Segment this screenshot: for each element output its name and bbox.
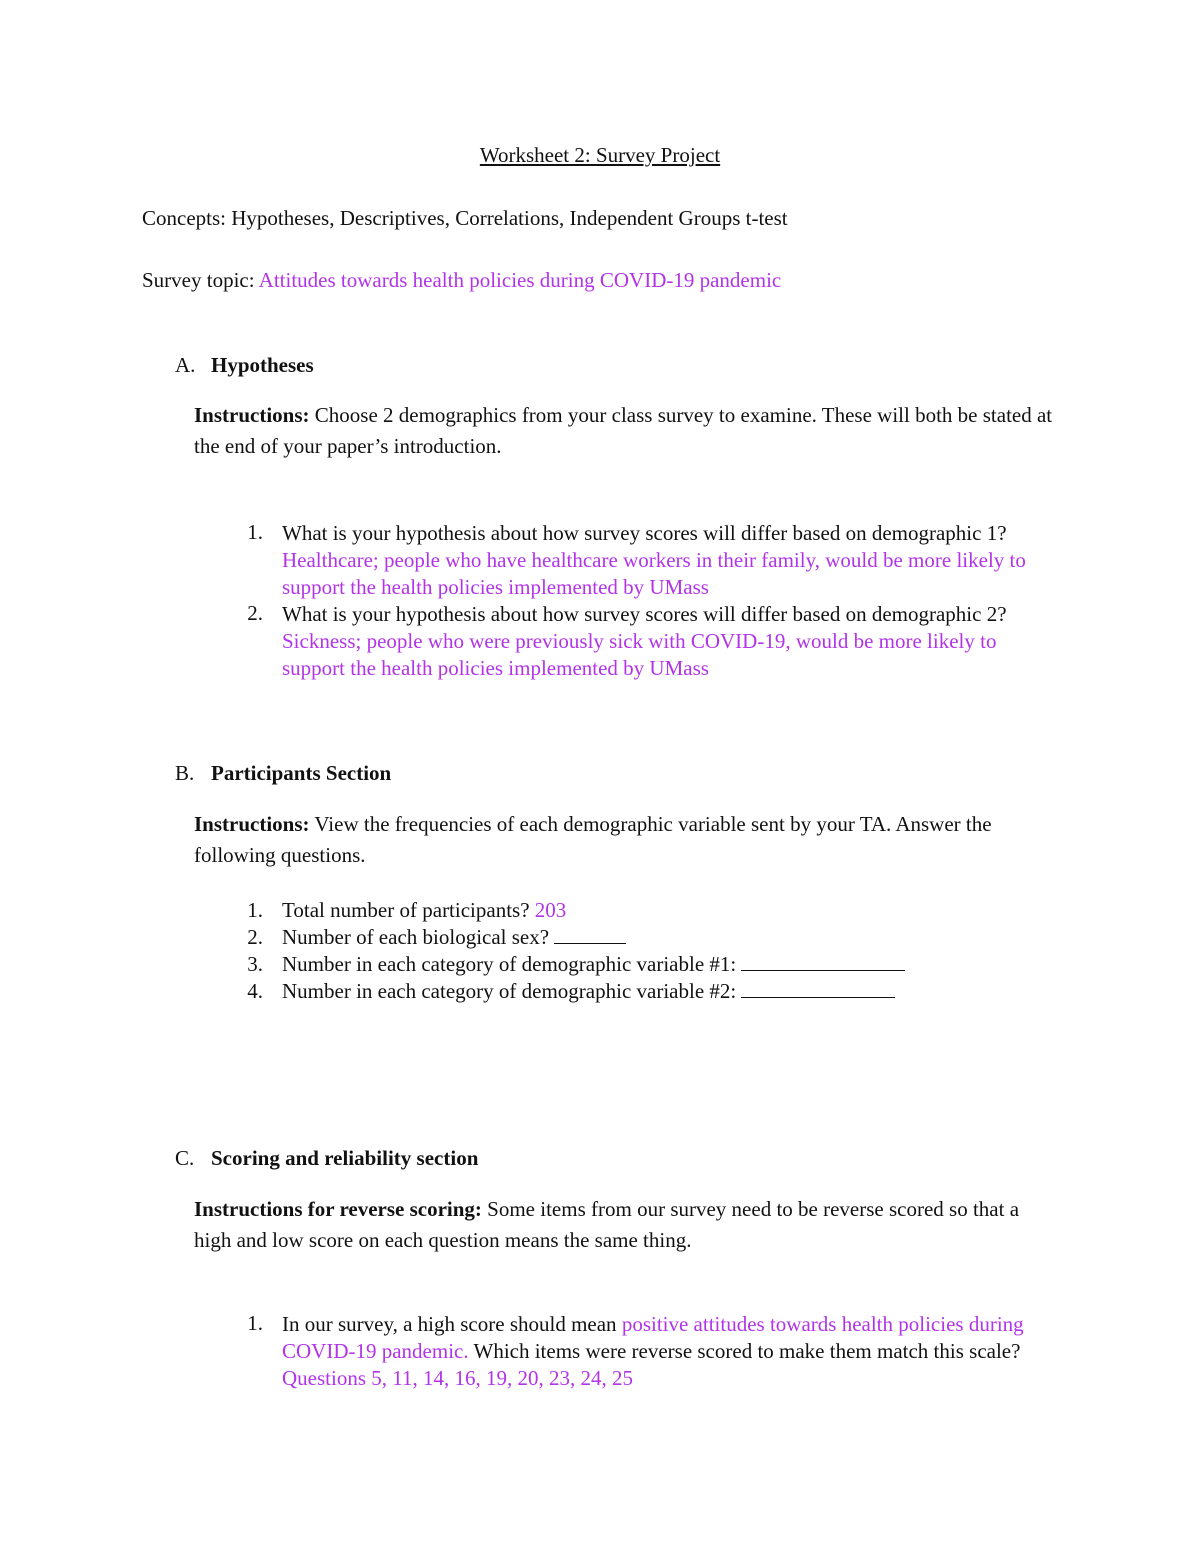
question-text: In our survey, a high score should mean [282, 1312, 622, 1336]
list-item [282, 520, 1062, 601]
instructions-text: View the frequencies of each demographic variable sent by your TA. Answer the following questions. [194, 812, 992, 867]
list-number: 3. [247, 952, 263, 976]
list-number: 2. [247, 601, 263, 625]
section-b-instructions [194, 809, 1074, 871]
question-text: Total number of participants? [282, 898, 535, 922]
section-c-instructions [194, 1194, 1054, 1256]
answer-blank [741, 979, 895, 998]
survey-topic-value: Attitudes towards health policies during COVID-19 pandemic [258, 268, 782, 292]
question-text: What is your hypothesis about how survey scores will differ based on demographic 2? [282, 602, 1007, 626]
section-a-marker: A. [175, 353, 196, 377]
instructions-label: Instructions: [194, 403, 310, 427]
instructions-label: Instructions for reverse scoring: [194, 1197, 482, 1221]
section-c-heading: Scoring and reliability section [211, 1146, 479, 1170]
list-item [282, 979, 895, 1004]
answer-text: Healthcare; people who have healthcare workers in their family, would be more likely to support the health policies implemented by UMass [282, 548, 1026, 599]
question-text: Which items were reverse scored to make them match this scale? [468, 1339, 1021, 1363]
survey-topic-label: Survey topic: [142, 268, 259, 292]
page-title: Worksheet 2: Survey Project [479, 143, 721, 167]
instructions-text: Choose 2 demographics from your class survey to examine. These will both be stated at the end of your paper’s introduction. [194, 403, 1053, 458]
answer-text: 203 [534, 898, 567, 922]
answer-text: Sickness; people who were previously sick with COVID-19, would be more likely to support the health policies implemented by UMass [282, 629, 997, 680]
section-b-heading: Participants Section [211, 761, 392, 785]
section-c-marker: C. [175, 1146, 195, 1170]
list-number: 1. [247, 1311, 263, 1335]
list-item [282, 601, 1042, 682]
section-b-marker: B. [175, 761, 195, 785]
answer-blank [741, 952, 905, 971]
answer-highlight: positive attitudes towards health policies during COVID-19 pandemic. [282, 1312, 1024, 1363]
question-text: Number of each biological sex? [282, 925, 555, 949]
answer-blank [554, 925, 626, 944]
question-text: Number in each category of demographic variable #2: [282, 979, 742, 1003]
list-number: 4. [247, 979, 263, 1003]
list-number: 2. [247, 925, 263, 949]
answer-text: Questions 5, 11, 14, 16, 19, 20, 23, 24, 25 [282, 1366, 633, 1390]
survey-topic-line [142, 268, 781, 293]
section-a-instructions [194, 400, 1064, 462]
question-text: What is your hypothesis about how survey scores will differ based on demographic 1? [282, 521, 1007, 545]
instructions-label: Instructions: [194, 812, 310, 836]
list-item [282, 1311, 1062, 1392]
list-item [282, 898, 566, 923]
list-number: 1. [247, 898, 263, 922]
question-text: Number in each category of demographic variable #1: [282, 952, 742, 976]
instructions-text: Some items from our survey need to be reverse scored so that a high and low score on each question means the same thing. [194, 1197, 1020, 1252]
list-item [282, 952, 905, 977]
concepts-line: Concepts: Hypotheses, Descriptives, Correlations, Independent Groups t-test [142, 206, 788, 230]
list-item [282, 925, 626, 950]
section-a-heading: Hypotheses [211, 353, 314, 377]
list-number: 1. [247, 520, 263, 544]
